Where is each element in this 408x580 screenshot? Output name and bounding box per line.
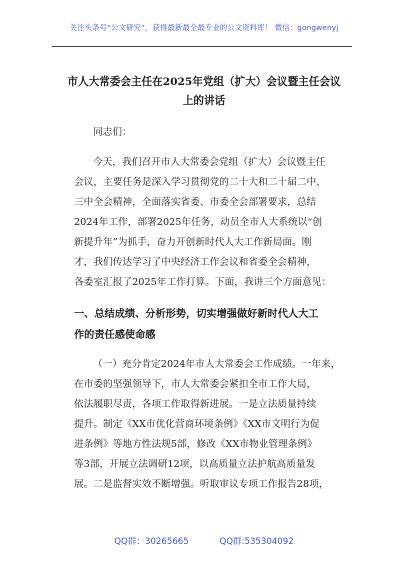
paragraph1-line: 新提升年”为抓手，奋力开创新时代人大工作新局面。刚 [74, 237, 312, 248]
paragraph2-line: 依法履职尽责，各项工作取得新进展。一是立法质量持续 [74, 399, 317, 410]
paragraph2-line: （一）充分肯定2024年市人大常委会工作成绩。一年来， [93, 359, 341, 370]
paragraph2-line: 等3部，开展立法调研12项，以高质量立法护航高质量发 [74, 459, 316, 470]
section-heading-1-line-1: 一、总结成绩、分析形势，切实增强做好新时代人大工 [74, 308, 319, 320]
section-heading-1-line-2: 作的责任感使命感 [74, 329, 156, 341]
document-title-line-1: 市人大常委会主任在2025年党组（扩大）会议暨主任会议 [67, 76, 341, 88]
top-banner: 关注头条号“公文研究”，获得最新最全最专业的公文资料库！ 微信：gongwenyj [69, 23, 339, 32]
footer-qq-group-2: QQ群:535304092 [219, 537, 294, 547]
paragraph2-line: 进条例》等地方性法规5部，修改《XX市物业管理条例》 [74, 439, 317, 450]
paragraph2-line: 提升。制定《XX市优化营商环境条例》《XX市文明行为促 [74, 419, 320, 430]
paragraph1-line: 各委室汇报了2025年工作打算。下面，我讲三个方面意见： [74, 277, 332, 288]
paragraph2-line: 展。二是监督实效不断增强。听取审议专项工作报告28项， [74, 479, 329, 490]
footer-qq-group-1: QQ群：30265665 [114, 537, 189, 547]
paragraph2-line: 在市委的坚强领导下，市人大常委会紧扣全市工作大局， [74, 379, 317, 390]
header-divider [52, 46, 352, 47]
footer [0, 535, 408, 547]
paragraph1-line: 三中全会精神，全面落实省委、市委全会部署要求，总结 [74, 197, 317, 208]
paragraph1-line: 才，我们传达学习了中央经济工作会议和省委全会精神， [74, 257, 317, 268]
document-title-line-2: 上的讲话 [182, 95, 226, 107]
paragraph1-line: 今天，我们召开市人大常委会党组（扩大）会议暨主任 [93, 157, 326, 168]
paragraph1-line: 2024年工作，部署2025年任务，动员全市人大系统以“创 [74, 217, 323, 228]
greeting: 同志们： [93, 127, 132, 138]
paragraph1-line: 会议，主要任务是深入学习贯彻党的二十大和二十届二中、 [74, 177, 326, 188]
